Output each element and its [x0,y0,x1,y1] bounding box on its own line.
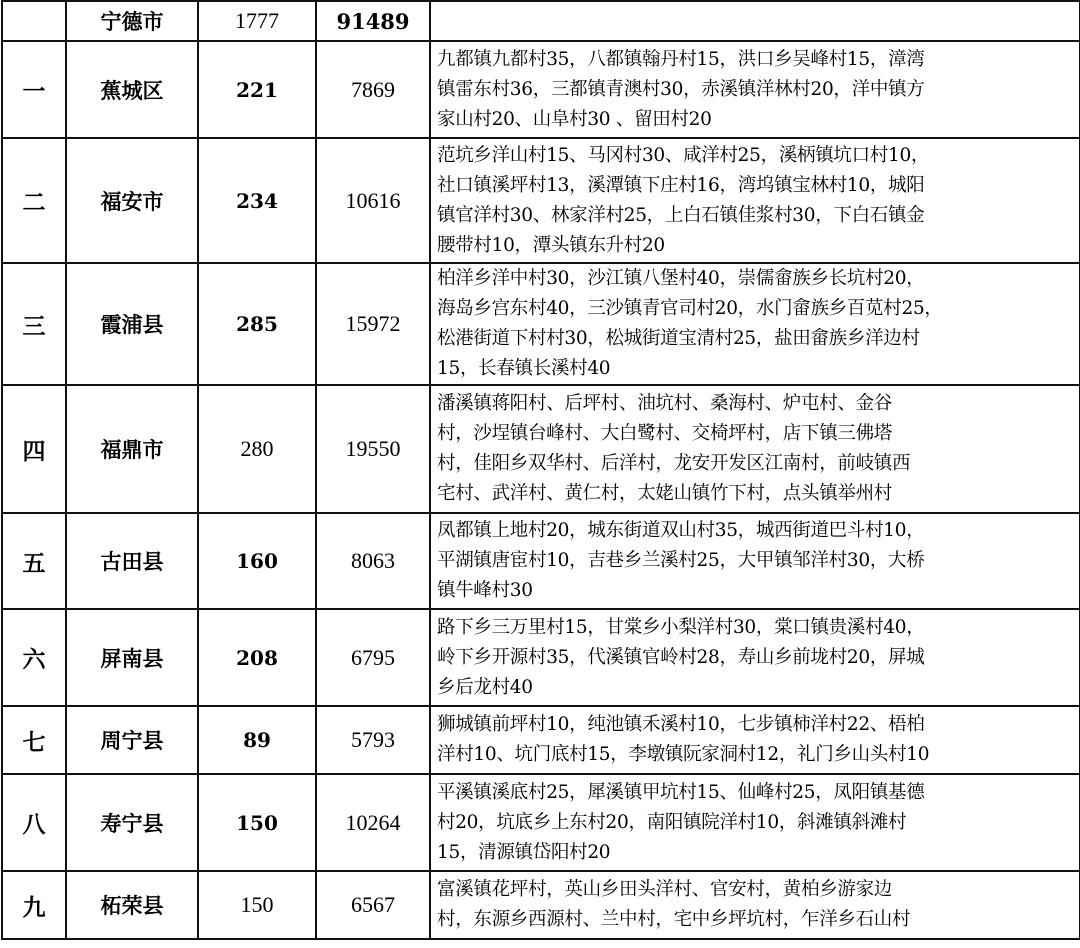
village-details: 范坑乡洋山村15、马冈村30、咸洋村25，溪柄镇坑口村10， 社口镇溪坪村13，溪潭镇下庄村16，湾坞镇宝林村10，城阳 镇官洋村30、林家洋村25，上白石镇佳浆村30，下白石镇金 腰带村10，潭头镇东升村20 [430,138,1080,263]
table-row [2,706,1080,774]
region-name: 蕉城区 [66,41,198,138]
table-row [2,774,1080,871]
region-name: 宁德市 [66,1,198,41]
row-number: 七 [2,706,66,774]
village-count: 285 [198,263,316,385]
region-name: 柘荣县 [66,871,198,939]
village-allocation-table [1,0,1080,940]
village-details: 柏洋乡洋中村30，沙江镇八堡村40，崇儒畲族乡长坑村20， 海岛乡宫东村40，三沙镇青官司村20，水门畲族乡百苋村25， 松港街道下村村30，松城街道宝清村25，盐田畲族乡洋边村 15，长春镇长溪村40 [430,263,1080,385]
row-number: 二 [2,138,66,263]
region-name: 周宁县 [66,706,198,774]
row-number: 四 [2,385,66,513]
population: 5793 [316,706,430,774]
village-count: 1777 [198,1,316,41]
population: 8063 [316,513,430,609]
table-row [2,871,1080,939]
row-number [2,1,66,41]
village-details: 九都镇九都村35，八都镇翰丹村15，洪口乡吴峰村15，漳湾 镇雷东村36，三都镇青澳村30，赤溪镇洋林村20，洋中镇方 家山村20、山阜村30 、留田村20 [430,41,1080,138]
population: 15972 [316,263,430,385]
village-count: 89 [198,706,316,774]
village-details: 狮城镇前坪村10，纯池镇禾溪村10，七步镇柿洋村22、梧柏 洋村10、坑门底村15，李墩镇阮家洞村12，礼门乡山头村10 [430,706,1080,774]
row-number: 五 [2,513,66,609]
village-count: 150 [198,871,316,939]
table-row [2,513,1080,609]
table-row [2,41,1080,138]
table-row [2,138,1080,263]
village-count: 280 [198,385,316,513]
row-number: 九 [2,871,66,939]
table-row [2,263,1080,385]
village-count: 160 [198,513,316,609]
row-number: 八 [2,774,66,871]
village-details [430,1,1080,41]
population: 19550 [316,385,430,513]
village-count: 208 [198,609,316,706]
region-name: 福安市 [66,138,198,263]
village-details: 潘溪镇蒋阳村、后坪村、油坑村、桑海村、炉屯村、金谷 村，沙埕镇台峰村、大白鹭村、交椅坪村，店下镇三佛塔 村，佳阳乡双华村、后洋村，龙安开发区江南村，前岐镇西 宅村、武洋村、黄仁村，太姥山镇竹下村，点头镇举州村 [430,385,1080,513]
village-details: 凤都镇上地村20，城东街道双山村35，城西街道巴斗村10， 平湖镇唐宦村10，吉巷乡兰溪村25，大甲镇邹洋村30，大桥 镇牛峰村30 [430,513,1080,609]
population: 91489 [316,1,430,41]
population: 7869 [316,41,430,138]
row-number: 三 [2,263,66,385]
region-name: 福鼎市 [66,385,198,513]
row-number: 六 [2,609,66,706]
table-row [2,609,1080,706]
population: 6795 [316,609,430,706]
table-row [2,385,1080,513]
village-details: 平溪镇溪底村25，犀溪镇甲坑村15、仙峰村25，凤阳镇基德 村20，坑底乡上东村20，南阳镇院洋村10，斜滩镇斜滩村 15，清源镇岱阳村20 [430,774,1080,871]
village-count: 221 [198,41,316,138]
region-name: 寿宁县 [66,774,198,871]
region-name: 屏南县 [66,609,198,706]
village-details: 路下乡三万里村15，甘棠乡小梨洋村30，棠口镇贵溪村40， 岭下乡开源村35，代溪镇官岭村28，寿山乡前垅村20，屏城 乡后龙村40 [430,609,1080,706]
table-row-total [2,1,1080,41]
village-count: 150 [198,774,316,871]
village-details: 富溪镇花坪村，英山乡田头洋村、官安村，黄柏乡游家边 村，东源乡西源村、兰中村，宅中乡坪坑村，乍洋乡石山村 [430,871,1080,939]
region-name: 霞浦县 [66,263,198,385]
population: 10264 [316,774,430,871]
population: 10616 [316,138,430,263]
population: 6567 [316,871,430,939]
village-count: 234 [198,138,316,263]
region-name: 古田县 [66,513,198,609]
row-number: 一 [2,41,66,138]
